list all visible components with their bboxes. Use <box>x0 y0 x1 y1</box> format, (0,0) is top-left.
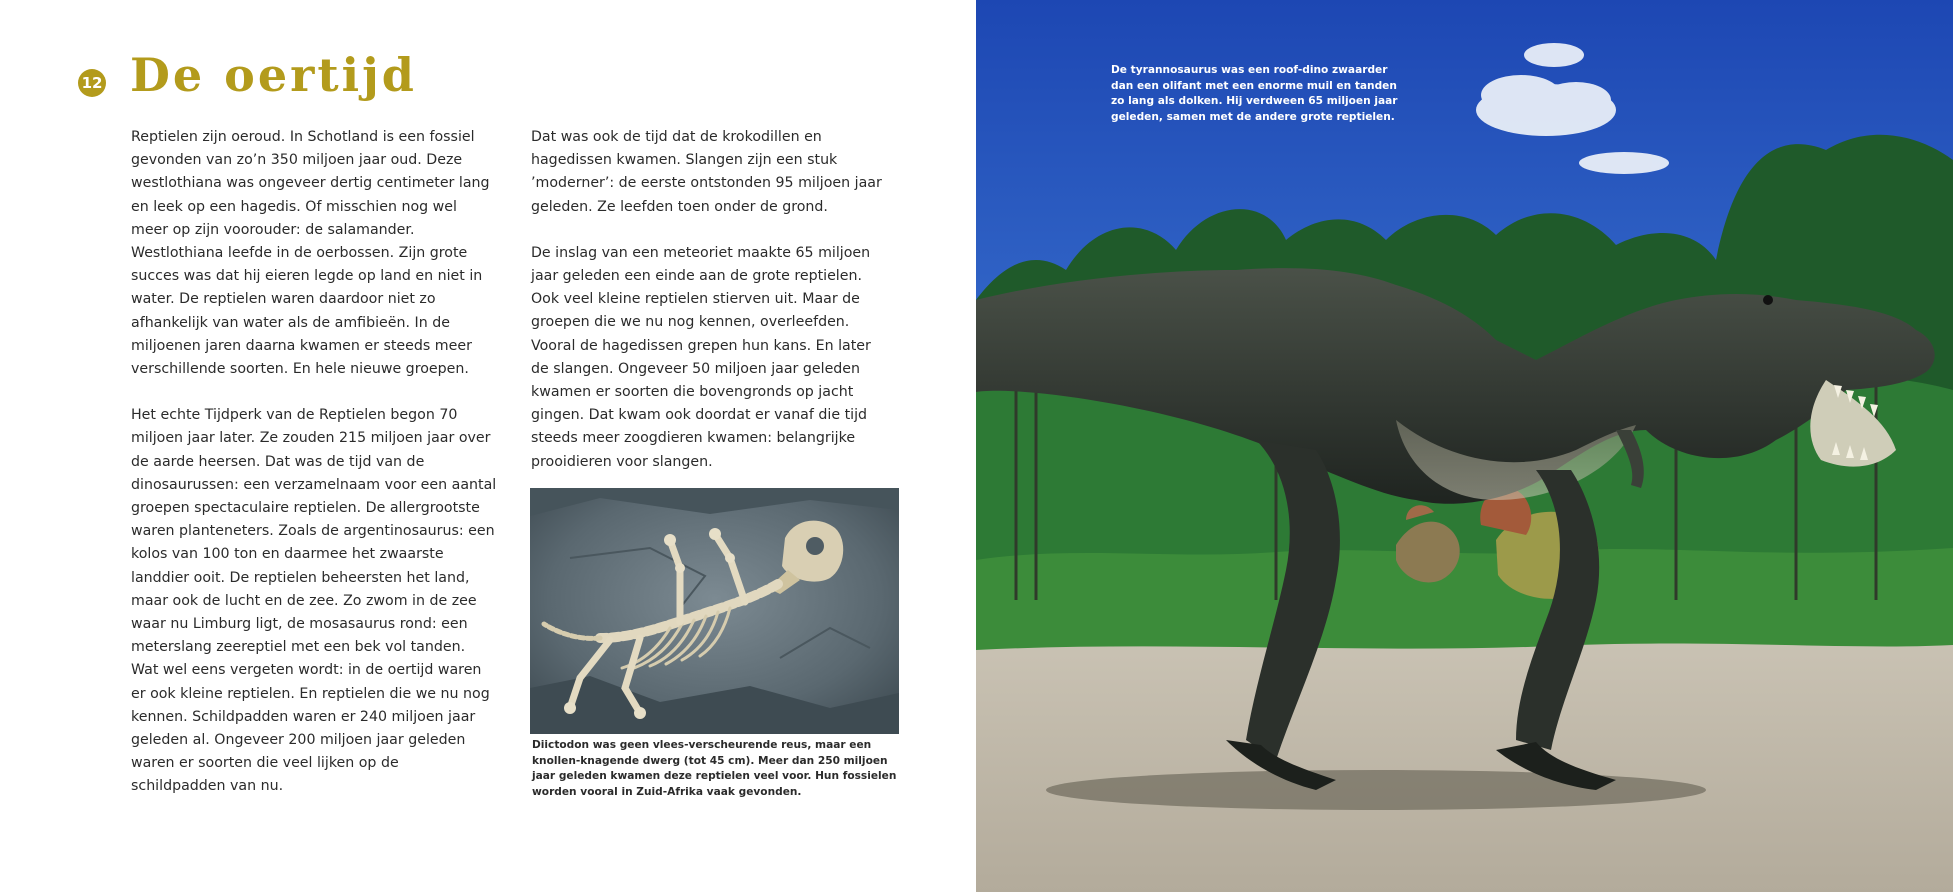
paragraph: De inslag van een meteoriet maakte 65 miljoen jaar geleden een einde aan de grote reptielen. Ook veel kleine reptielen stierven uit. Maar de groepen die we nu nog kennen, overleefden. Vooral de hagedissen grepen hun kans. En later de slangen. Ongeveer 50 miljoen jaar geleden kwamen er soorten die bovengronds op jacht gingen. Dat kwam ook doordat er vanaf die tijd steeds meer zoogdieren kwamen: belangrijke prooidieren voor slangen. <box>531 244 871 470</box>
paragraph: Reptielen zijn oeroud. In Schotland is een fossiel gevonden van zo’n 350 miljoen jaar oud. Deze westlothiana was ongeveer dertig centimeter lang en leek op een hagedis. Of misschien nog wel meer op zijn voorouder: de salamander. Westlothiana leefde in de oerbossen. Zijn grote succes was dat hij eieren legde op land en niet in water. De reptielen waren daardoor niet zo afhankelijk van water als de amfibieën. In de miljoenen jaren daarna kwamen er steeds meer verschillende soorten. En hele nieuwe groepen. <box>131 129 490 378</box>
page-number-badge: 12 <box>78 69 106 97</box>
fossil-caption: Diictodon was geen vlees-verscheurende reus, maar een knollen-knagende dwerg (tot 45 cm). Meer dan 250 miljoen jaar geleden kwamen deze reptielen veel voor. Hun fossielen worden vooral in Zuid-Afrika vaak gevonden. <box>532 739 897 798</box>
fossil-photo <box>530 488 899 734</box>
photo-caption: De tyrannosaurus was een roof-dino zwaarder dan een olifant met een enorme muil en tanden zo lang als dolken. Hij verdween 65 miljoen jaar geleden, samen met de andere grote reptielen. <box>1111 64 1398 123</box>
paragraph: Het echte Tijdperk van de Reptielen begon 70 miljoen jaar later. Ze zouden 215 miljoen jaar over de aarde heersen. Dat was de tijd van de dinosaurussen: een verzamelnaam voor een aantal groepen spectaculaire reptielen. De allergrootste waren planteneters. Zoals de argentinosaurus: een kolos van 100 ton en daarmee het zwaarste landdier ooit. De reptielen beheersten het land, maar ook de lucht en de zee. Zo zwom in de zee waar nu Limburg ligt, de mosasaurus rond: een meterslang zeereptiel met een bek vol tanden. Wat wel eens vergeten wordt: in de oertijd waren er ook kleine reptielen. En reptielen die we nu nog kennen. Schildpadden waren er 240 miljoen jaar geleden al. Ongeveer 200 miljoen jaar geleden waren er soorten die veel lijken op de schildpadden van nu. <box>131 407 497 795</box>
paragraph: Dat was ook de tijd dat de krokodillen en hagedissen kwamen. Slangen zijn een stuk ’moderner’: de eerste ontstonden 95 miljoen jaar geleden. Ze leefden toen onder de grond. <box>531 129 882 215</box>
right-text-column <box>531 126 901 497</box>
left-page <box>0 0 976 892</box>
page-title: De oertijd <box>130 48 417 102</box>
tyrannosaurus-photo <box>976 0 1953 892</box>
left-text-column <box>131 126 509 822</box>
right-page <box>976 0 1953 892</box>
